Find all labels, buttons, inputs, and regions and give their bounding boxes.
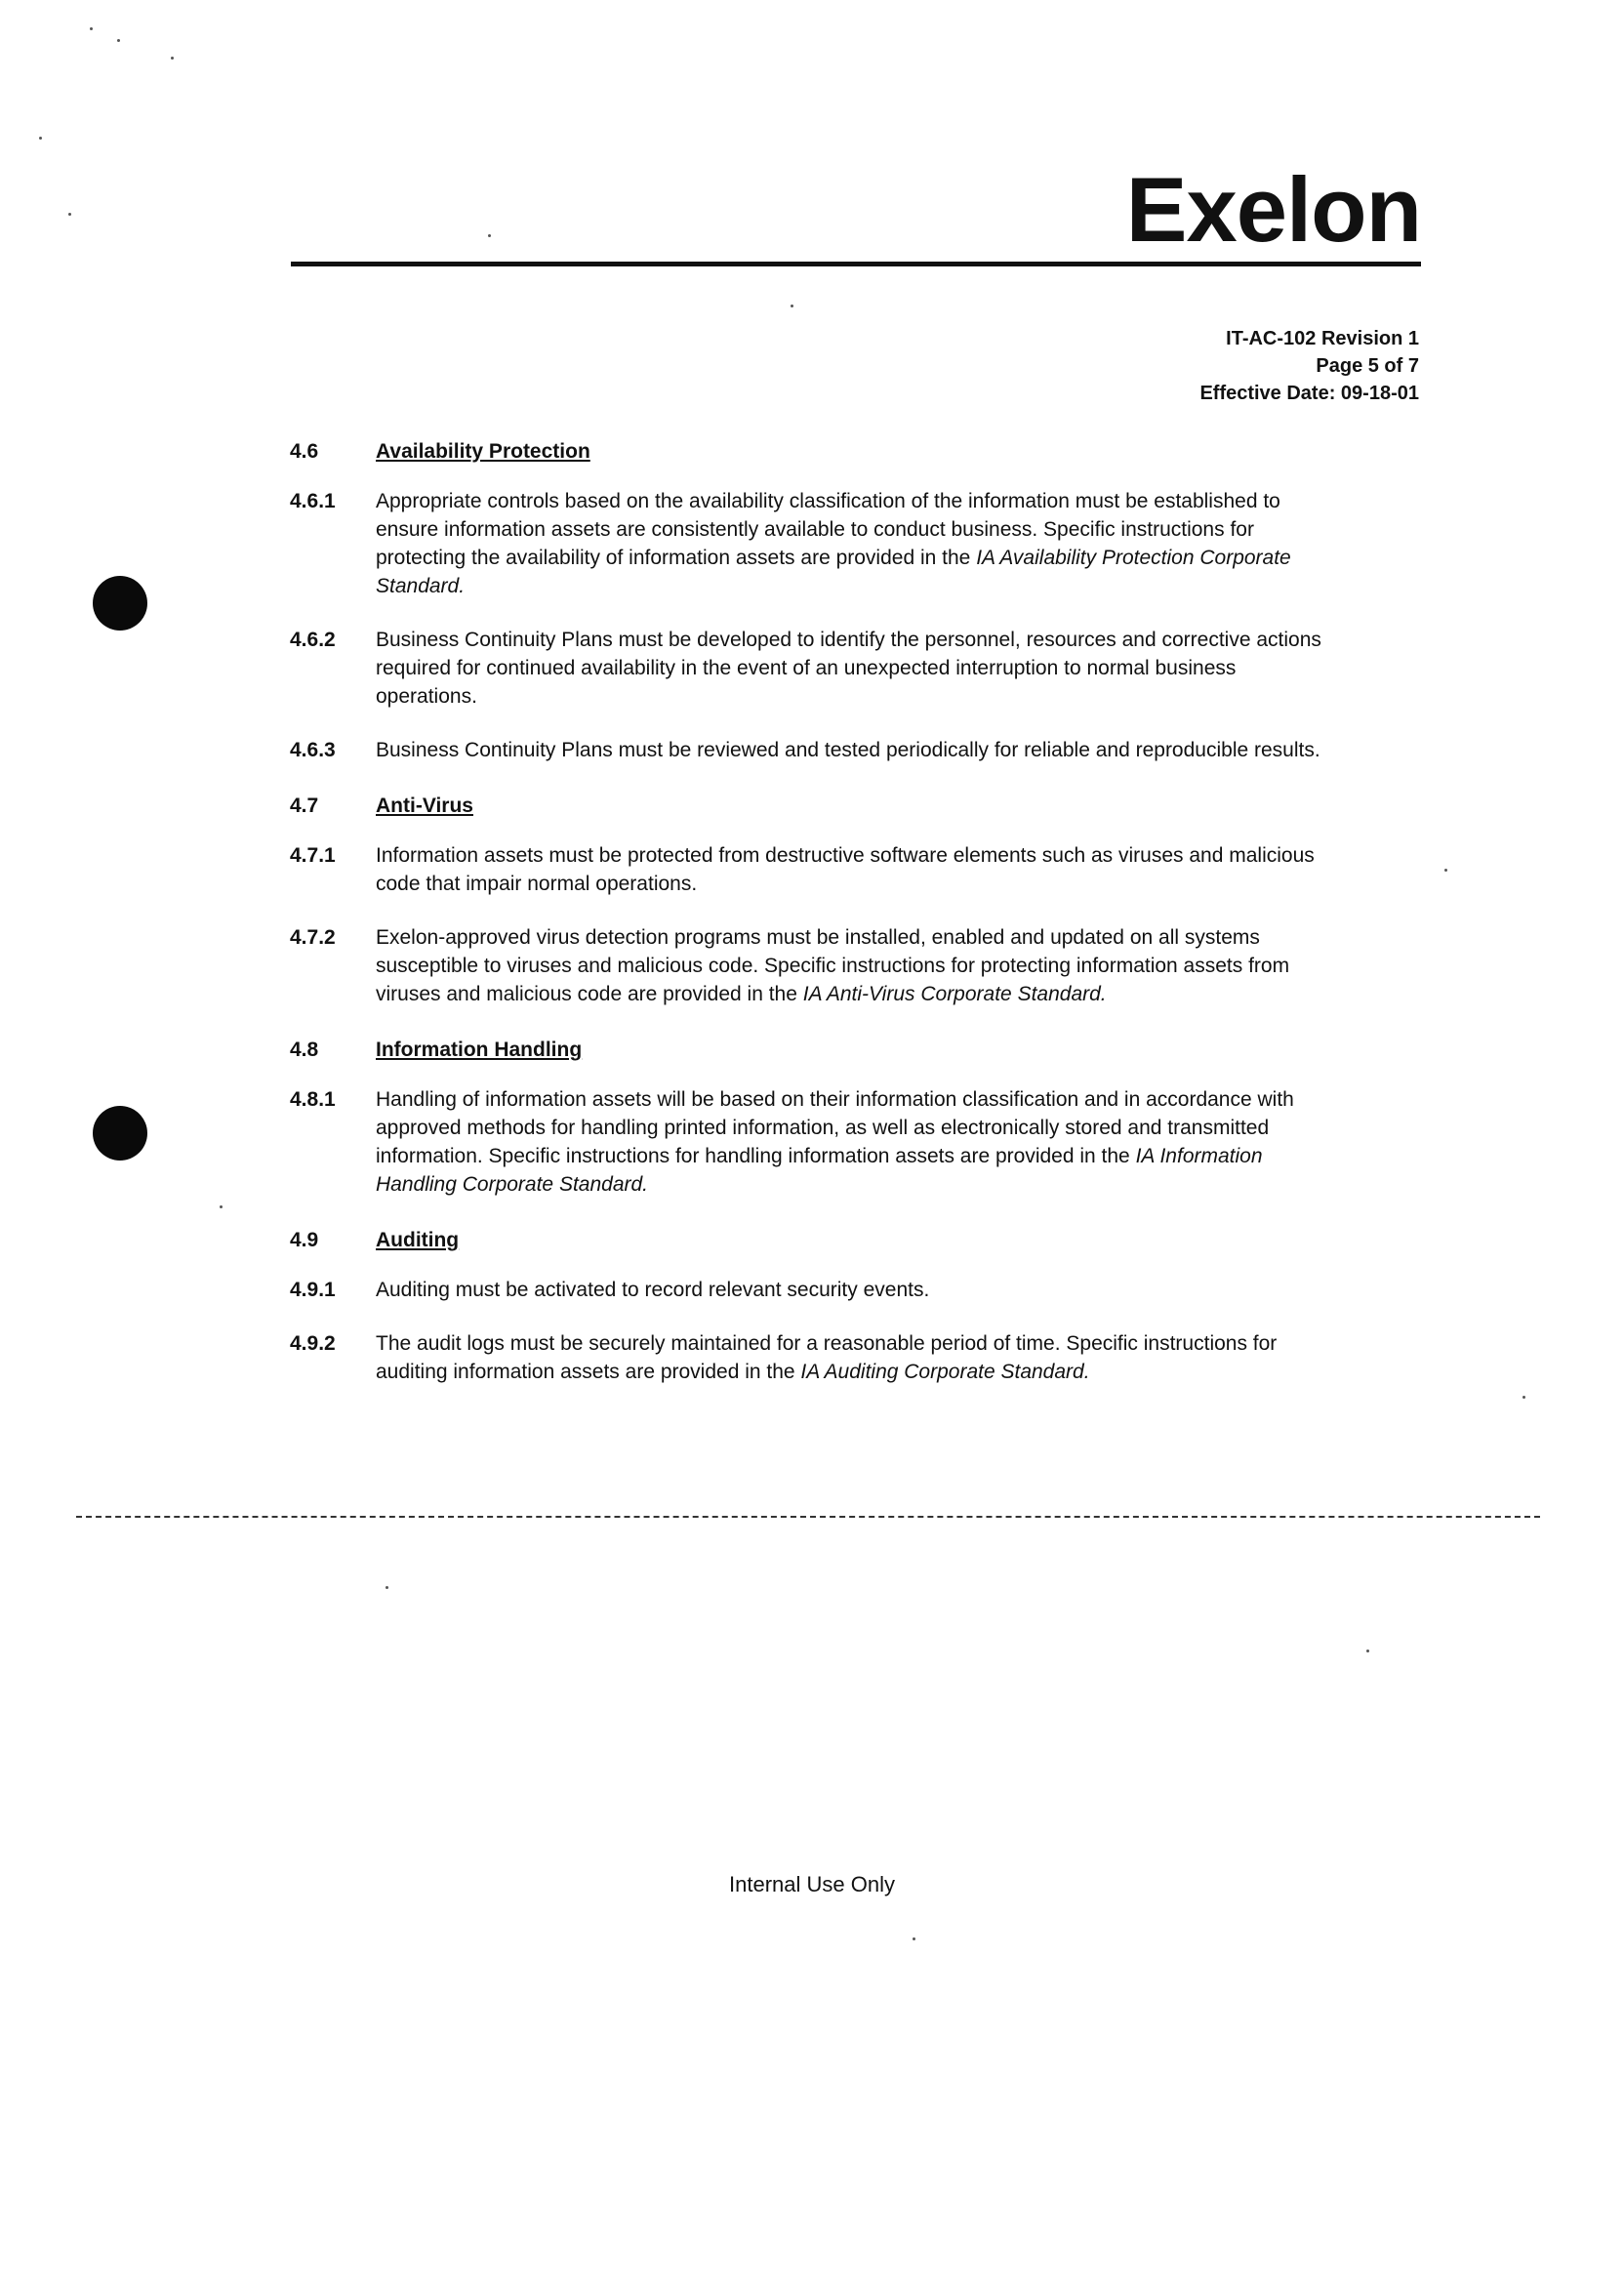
scan-speck: [220, 1205, 223, 1208]
clause-text: Auditing must be activated to record relevant security events.: [376, 1279, 930, 1301]
section-heading: [290, 1226, 1324, 1254]
standard-reference: IA Availability Protection Corporate Standard.: [376, 547, 1291, 597]
document-id: IT-AC-102 Revision 1: [1226, 328, 1419, 349]
binder-hole: [93, 576, 147, 631]
scan-speck: [386, 1586, 388, 1589]
scan-speck: [90, 27, 93, 30]
clause: [290, 1276, 1324, 1304]
scan-speck: [117, 39, 120, 42]
bottom-rule: [76, 1516, 1540, 1518]
section-number: 4.8: [290, 1039, 319, 1061]
section-number: 4.6: [290, 440, 319, 463]
section-heading: [290, 1036, 1324, 1064]
clause-text: Handling of information assets will be based on their information classification and in accordance with approved methods for handling printed information, as well as electronically stored and transmitted information. Specific instructions for handling information assets are provided in the IA Information Handling Corporate Standard.: [376, 1088, 1294, 1196]
clause-number: 4.9.2: [290, 1332, 336, 1355]
section-title: Availability Protection: [376, 440, 590, 463]
page-number: Page 5 of 7: [1316, 355, 1419, 377]
clause-number: 4.7.1: [290, 844, 336, 867]
clause-number: 4.6.2: [290, 629, 336, 651]
clause: [290, 487, 1324, 600]
clause-number: 4.6.3: [290, 739, 336, 761]
standard-reference: IA Auditing Corporate Standard.: [800, 1361, 1090, 1383]
clause-number: 4.7.2: [290, 926, 336, 949]
clause-text: Exelon-approved virus detection programs must be installed, enabled and updated on all systems susceptible to viruses and malicious code. Specific instructions for protecting information assets from viruses and malicious code are provided in the IA Anti-Virus Corporate Standard.: [376, 926, 1290, 1005]
clause-text: Business Continuity Plans must be reviewed and tested periodically for reliable and reproducible results.: [376, 739, 1320, 761]
clause: [290, 1085, 1324, 1199]
clause-number: 4.8.1: [290, 1088, 336, 1111]
clause-text: Business Continuity Plans must be developed to identify the personnel, resources and corrective actions required for continued availability in the event of an unexpected interruption to normal business operations.: [376, 629, 1321, 708]
section-title: Auditing: [376, 1229, 460, 1251]
clause-text: Information assets must be protected from destructive software elements such as viruses and malicious code that impair normal operations.: [376, 844, 1315, 895]
standard-reference: IA Information Handling Corporate Standard.: [376, 1145, 1263, 1196]
scan-speck: [171, 57, 174, 60]
clause-text: The audit logs must be securely maintained for a reasonable period of time. Specific instructions for auditing information assets are provided in the IA Auditing Corporate Standard.: [376, 1332, 1278, 1383]
scan-speck: [488, 234, 491, 237]
section-number: 4.9: [290, 1229, 319, 1251]
clause-text: Appropriate controls based on the availability classification of the information must be established to ensure information assets are consistently available to conduct business. Specific instructions for protecting the availability of information assets are provided in the IA Availability Protection Corporate Standard.: [376, 490, 1291, 597]
section-title: Information Handling: [376, 1039, 583, 1061]
section-heading: [290, 792, 1324, 820]
header-rule: [291, 262, 1421, 266]
scan-speck: [39, 137, 42, 140]
exelon-logo: Exelon: [1125, 158, 1421, 261]
document-meta: [1199, 325, 1419, 407]
section-title: Anti-Virus: [376, 795, 473, 817]
standard-reference: IA Anti-Virus Corporate Standard.: [802, 983, 1107, 1005]
scan-speck: [68, 213, 71, 216]
scan-speck: [1444, 869, 1447, 872]
policy-content: [290, 437, 1324, 1386]
binder-hole: [93, 1106, 147, 1161]
scan-speck: [913, 1937, 915, 1940]
effective-date: Effective Date: 09-18-01: [1199, 383, 1419, 404]
clause-number: 4.9.1: [290, 1279, 336, 1301]
clause-number: 4.6.1: [290, 490, 336, 512]
scan-speck: [791, 305, 793, 307]
clause: [290, 841, 1324, 898]
clause: [290, 1329, 1324, 1386]
section-number: 4.7: [290, 795, 319, 817]
scan-speck: [1522, 1396, 1525, 1399]
clause: [290, 626, 1324, 711]
scan-speck: [1366, 1650, 1369, 1652]
footer-label: Internal Use Only: [729, 1872, 895, 1896]
clause: [290, 736, 1324, 764]
section-heading: [290, 437, 1324, 466]
clause: [290, 923, 1324, 1008]
